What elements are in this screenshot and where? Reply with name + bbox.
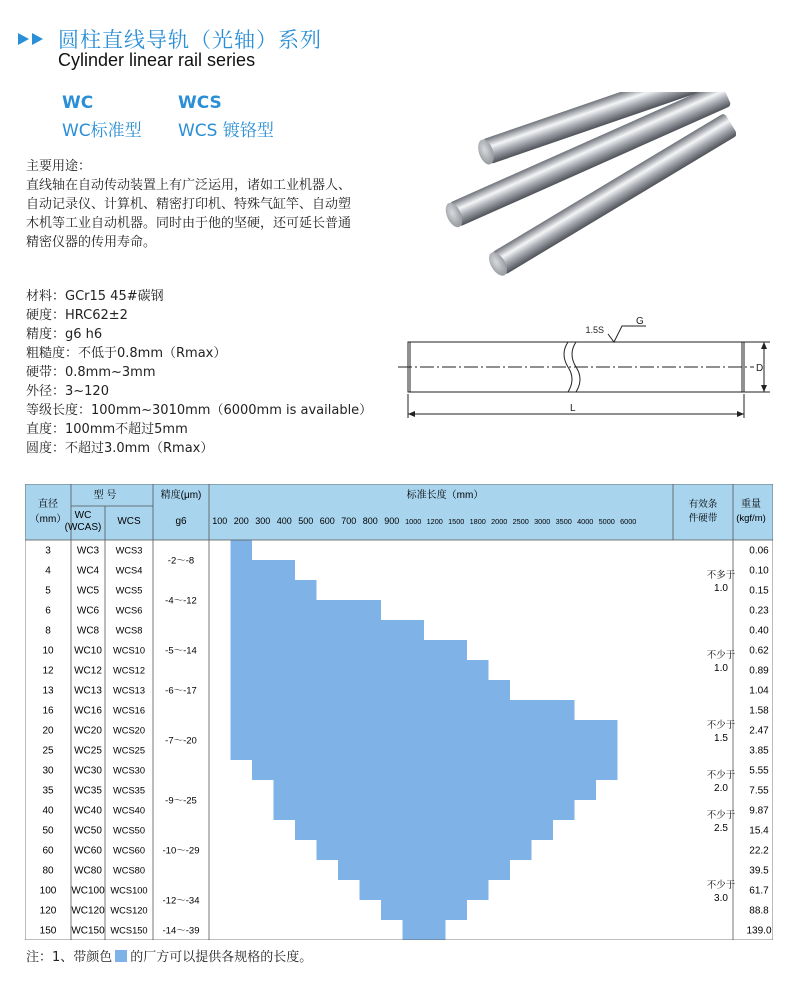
cell-wc-model: WC60 [74, 845, 102, 857]
spec-material: 材料：GCr15 45#碳钢 [26, 289, 164, 304]
page-title: 圆柱直线导轨（光轴）系列 [58, 28, 322, 52]
cell-wcs-model: WCS3 [115, 545, 143, 556]
cell-hardband-value: 2.0 [714, 783, 728, 794]
drawing-d-label: D [756, 363, 764, 374]
wcs-model-name: WCS 镀铬型 [178, 121, 274, 141]
page-subtitle-en: Cylinder linear rail series [58, 50, 256, 70]
cell-wcs-model: WCS35 [112, 785, 146, 796]
cell-wcs-model: WCS8 [115, 625, 143, 636]
spec-roundness: 圆度：不超过3.0mm（Rmax） [26, 441, 214, 456]
cell-wcs-model: WCS12 [112, 665, 146, 676]
cell-weight: 1.04 [749, 685, 769, 697]
cell-wcs-model: WCS120 [110, 905, 148, 916]
cell-hardband-label: 不多于 [706, 570, 736, 581]
availability-fill [231, 660, 489, 680]
cell-diameter: 60 [42, 845, 54, 857]
length-header-600: 600 [319, 516, 335, 526]
cell-weight: 5.55 [749, 765, 769, 777]
header-weight: 重量 [741, 499, 761, 510]
cell-precision: -14～-39 [162, 925, 200, 937]
color-swatch [115, 950, 127, 962]
drawing-roughness-label: 1.5S [585, 325, 604, 335]
cell-hardband-value: 1.5 [714, 733, 728, 744]
cell-diameter: 35 [42, 785, 54, 797]
cell-diameter: 4 [45, 565, 51, 577]
cell-hardband-label: 不少于 [706, 810, 736, 821]
cell-wc-model: WC150 [71, 925, 105, 937]
cell-wcs-model: WCS80 [112, 865, 146, 876]
header-wcas: (WCAS) [64, 522, 102, 533]
cell-wcs-model: WCS150 [110, 925, 148, 936]
availability-fill [274, 800, 575, 820]
availability-fill [231, 620, 425, 640]
length-header-100: 100 [212, 516, 228, 526]
cell-weight: 2.47 [749, 725, 769, 737]
cell-wcs-model: WCS60 [112, 845, 146, 856]
cell-hardband-label: 不少于 [706, 720, 736, 731]
cell-wcs-model: WCS10 [112, 645, 146, 656]
cell-wc-model: WC40 [74, 805, 102, 817]
cell-wcs-model: WCS13 [112, 685, 146, 696]
wcs-model-code: WCS [178, 93, 222, 113]
cell-weight: 0.10 [749, 565, 769, 577]
cell-diameter: 50 [42, 825, 54, 837]
cell-wcs-model: WCS6 [115, 605, 143, 616]
availability-fill [231, 540, 253, 560]
cell-weight: 139.0 [746, 925, 772, 937]
cell-wc-model: WC6 [76, 605, 100, 617]
availability-fill [381, 900, 467, 920]
cell-diameter: 150 [39, 925, 57, 937]
cell-diameter: 10 [42, 645, 54, 657]
cell-precision: -4～-12 [165, 595, 197, 607]
cell-weight: 61.7 [749, 885, 769, 897]
cell-wcs-model: WCS25 [112, 745, 146, 756]
cell-precision: -12～-34 [162, 895, 200, 907]
header-hardband-2: 件硬带 [688, 513, 718, 524]
cell-wcs-model: WCS30 [112, 765, 146, 776]
header-diameter: 直径 [38, 499, 58, 510]
usage-line: 直线轴在自动传动装置上有广泛运用，诸如工业机器人、 [26, 178, 352, 193]
cell-precision: -10～-29 [162, 845, 200, 857]
cell-weight: 1.58 [749, 705, 769, 717]
cell-wcs-model: WCS5 [115, 585, 143, 596]
header-diameter-unit: （mm） [29, 514, 67, 525]
header-weight-unit: (kgf/m) [736, 513, 766, 524]
cell-diameter: 80 [42, 865, 54, 877]
cell-wc-model: WC5 [76, 585, 100, 597]
length-header-400: 400 [276, 516, 292, 526]
cell-wc-model: WC16 [74, 705, 102, 717]
cell-wc-model: WC50 [74, 825, 102, 837]
availability-fill [231, 580, 317, 600]
cell-hardband-value: 1.0 [714, 583, 728, 594]
cell-diameter: 100 [39, 885, 57, 897]
cell-diameter: 8 [45, 625, 51, 637]
availability-fill [317, 840, 532, 860]
header-hardband-1: 有效条 [688, 499, 718, 510]
usage-section [26, 157, 406, 252]
header-precision: 精度(μm) [160, 490, 202, 501]
length-header-6000: 6000 [620, 517, 637, 526]
availability-fill [231, 740, 618, 760]
cell-wcs-model: WCS16 [112, 705, 146, 716]
availability-fill [403, 920, 446, 940]
wc-model-name: WC标准型 [62, 121, 142, 141]
spec-list [26, 287, 372, 458]
cell-wcs-model: WCS40 [112, 805, 146, 816]
cell-diameter: 13 [42, 685, 54, 697]
table-header-bg [25, 484, 773, 540]
cell-wc-model: WC8 [76, 625, 100, 637]
footnote [26, 946, 312, 965]
usage-line: 自动记录仪、计算机、精密打印机、特殊气缸竿、自动塑 [26, 197, 352, 212]
availability-fill [231, 700, 575, 720]
drawing-l-label: L [570, 403, 576, 414]
availability-fill [231, 560, 296, 580]
availability-fill [295, 820, 553, 840]
cell-diameter: 5 [45, 585, 51, 597]
cell-diameter: 25 [42, 745, 54, 757]
cell-weight: 22.2 [749, 845, 769, 857]
cell-weight: 39.5 [749, 865, 769, 877]
cell-diameter: 20 [42, 725, 54, 737]
wc-model-code: WC [62, 93, 94, 113]
cell-hardband-value: 3.0 [714, 893, 728, 904]
length-header-2500: 2500 [512, 517, 529, 526]
cell-weight: 15.4 [749, 825, 769, 837]
cell-wc-model: WC30 [74, 765, 102, 777]
spec-roughness: 粗糙度：不低于0.8mm（Rmax） [26, 346, 227, 361]
usage-heading: 主要用途： [26, 159, 92, 174]
length-header-200: 200 [233, 516, 249, 526]
cell-diameter: 3 [45, 545, 51, 557]
length-header-2000: 2000 [491, 517, 508, 526]
rods-photo [436, 92, 736, 286]
header-wcs: WCS [117, 516, 141, 527]
cell-weight: 0.06 [749, 545, 769, 557]
cell-weight: 7.55 [749, 785, 769, 797]
usage-line: 精密仪器的传用寿命。 [26, 235, 157, 250]
cell-wc-model: WC20 [74, 725, 102, 737]
rod-drawing [398, 312, 778, 436]
header-wc: WC [74, 510, 92, 521]
cell-weight: 0.62 [749, 645, 769, 657]
cell-wcs-model: WCS50 [112, 825, 146, 836]
length-header-5000: 5000 [598, 517, 615, 526]
cell-precision: -7～-20 [165, 735, 197, 747]
header-g6: g6 [175, 516, 187, 527]
header-length: 标准长度（mm） [406, 490, 484, 501]
cell-weight: 3.85 [749, 745, 769, 757]
cell-weight: 0.89 [749, 665, 769, 677]
cell-wc-model: WC25 [74, 745, 102, 757]
length-header-1000: 1000 [405, 517, 422, 526]
cell-precision: -6～-17 [165, 685, 197, 697]
footnote-suffix: 的厂方可以提供各规格的长度。 [130, 950, 313, 965]
cell-wc-model: WC120 [71, 905, 105, 917]
cell-hardband-label: 不少于 [706, 880, 736, 891]
length-header-1200: 1200 [426, 517, 443, 526]
length-header-4000: 4000 [577, 517, 594, 526]
cell-diameter: 6 [45, 605, 51, 617]
cell-wc-model: WC4 [76, 565, 100, 577]
cell-wc-model: WC35 [74, 785, 102, 797]
cell-hardband-label: 不少于 [706, 650, 736, 661]
availability-fill [360, 880, 489, 900]
availability-fill [231, 680, 511, 700]
availability-fill [274, 780, 597, 800]
length-header-700: 700 [341, 516, 357, 526]
length-header-300: 300 [255, 516, 271, 526]
cell-weight: 0.15 [749, 585, 769, 597]
availability-fill [231, 600, 382, 620]
spec-diameter: 外径：3~120 [26, 384, 109, 399]
cell-diameter: 16 [42, 705, 54, 717]
header-model: 型 号 [93, 490, 117, 501]
availability-fill [338, 860, 510, 880]
length-header-1800: 1800 [469, 517, 486, 526]
footnote-prefix: 注：1、带颜色 [26, 950, 113, 965]
cell-weight: 0.40 [749, 625, 769, 637]
drawing-g-label: G [636, 316, 644, 327]
cell-wc-model: WC100 [71, 885, 105, 897]
length-header-900: 900 [384, 516, 400, 526]
cell-precision: -5～-14 [165, 645, 197, 657]
cell-wc-model: WC10 [74, 645, 102, 657]
cell-wcs-model: WCS100 [110, 885, 148, 896]
cell-wc-model: WC13 [74, 685, 102, 697]
spec-straightness: 直度：100mm不超过5mm [26, 422, 188, 437]
spec-hardness: 硬度：HRC62±2 [26, 308, 128, 323]
length-header-1500: 1500 [448, 517, 465, 526]
cell-hardband-label: 不少于 [706, 770, 736, 781]
availability-fill [252, 760, 618, 780]
cell-weight: 9.87 [749, 805, 769, 817]
cell-diameter: 40 [42, 805, 54, 817]
cell-wc-model: WC80 [74, 865, 102, 877]
length-header-3500: 3500 [555, 517, 572, 526]
cell-wcs-model: WCS4 [115, 565, 143, 576]
title-arrows-icon [18, 31, 52, 50]
usage-line: 木机等工业自动机器。同时由于他的坚硬，还可延长普通 [26, 216, 352, 231]
spec-precision: 精度：g6 h6 [26, 327, 103, 342]
length-header-500: 500 [298, 516, 314, 526]
cell-weight: 0.23 [749, 605, 769, 617]
availability-fill [231, 640, 468, 660]
spec-length: 等级长度：100mm~3010mm（6000mm is available） [26, 403, 373, 418]
cell-weight: 88.8 [749, 905, 769, 917]
cell-diameter: 30 [42, 765, 54, 777]
cell-diameter: 120 [39, 905, 57, 917]
availability-fill [231, 720, 618, 740]
cell-wcs-model: WCS20 [112, 725, 146, 736]
cell-precision: -2～-8 [167, 555, 195, 567]
cell-hardband-value: 2.5 [714, 823, 728, 834]
cell-wc-model: WC12 [74, 665, 102, 677]
spec-table [25, 484, 773, 940]
cell-diameter: 12 [42, 665, 54, 677]
cell-hardband-value: 1.0 [714, 663, 728, 674]
length-header-3000: 3000 [534, 517, 551, 526]
cell-wc-model: WC3 [76, 545, 100, 557]
cell-precision: -9～-25 [165, 795, 197, 807]
length-header-800: 800 [362, 516, 378, 526]
spec-hardband: 硬带：0.8mm~3mm [26, 365, 156, 380]
